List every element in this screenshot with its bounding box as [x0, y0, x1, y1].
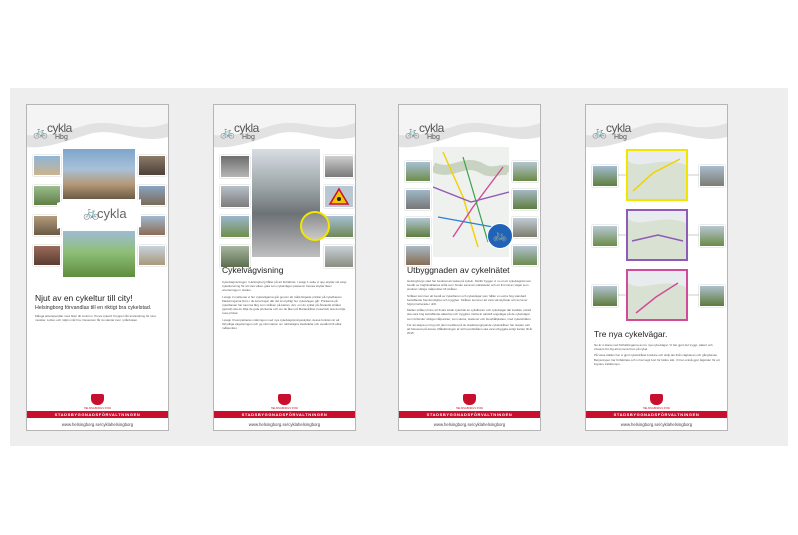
org-banner: STADSBYGGNADSFÖRVALTNINGEN [27, 411, 168, 418]
photo-thumbnail [33, 245, 61, 266]
panel-url: www.helsingborg.se/cyklahelsingborg [433, 422, 506, 427]
panel-body: Cykelvägvisningen i Helsingborg håller på att förbättras. I etapp 1 satte vi upp skyltar vid varje cykelkorsning för att visa vilken gata som cykelvägen passerar. Dessa skyltar läser orienteringen i staden. I etapp 2 markeras vi hur cykelvägarna går genom att måla färgade prickar på cykelbanan. Markeringarna finns i de korsningar där det är otydligt hur cykelvägen går. Prickarna på cykelbanan har samma färg som stråken på kartan, dvs. om du cyklar på Ättekulla stråket (gulröd) ska du följa de gula prickarna och om du åker på Mariastråket (rosa/röd) ska du följa rosa prickar. I etapp 3 kompletteras mätningen med nya cykelvägvisningsskyltar, dessa funktion är att förtydliga vägvisningen och ge information om närbelägna stadsdelar och avstånd till olika målpunkter. [222, 280, 347, 331]
photo-thumbnail [512, 189, 538, 210]
route-map-pink [626, 269, 688, 321]
panel-title: Cykelvägvisning [222, 265, 284, 275]
photo-thumbnail [592, 285, 618, 307]
route-map-yellow [626, 149, 688, 201]
cykla-hbg-logo: 🚲 cykla Hbg [592, 121, 631, 141]
photo-thumbnail [138, 155, 166, 176]
poster-panel-2 [213, 104, 356, 431]
panel-title: Tre nya cykelvägar. [594, 329, 668, 339]
photo-thumbnail [512, 217, 538, 238]
city-crest-icon [278, 394, 291, 405]
bicycle-icon: 🚲 [83, 205, 100, 220]
org-banner: STADSBYGGNADSFÖRVALTNINGEN [214, 411, 355, 418]
photo-thumbnail [138, 215, 166, 236]
road-marking-detail-photo [300, 211, 330, 241]
photo-thumbnail [220, 155, 250, 178]
photo-thumbnail [512, 245, 538, 266]
poster-panel-3 [398, 104, 541, 431]
photo-thumbnail [405, 217, 431, 238]
photo-thumbnail [699, 225, 725, 247]
city-crest-icon [91, 394, 104, 405]
hero-photo-cyclists [63, 149, 135, 199]
crest-caption: HELSINGBORGS STAD [455, 407, 484, 410]
panel-url: www.helsingborg.se/cyklahelsingborg [61, 422, 134, 427]
photo-thumbnail [138, 185, 166, 206]
center-logo: 🚲 cykla [83, 205, 127, 221]
poster-panel-1 [26, 104, 169, 431]
photo-thumbnail [405, 245, 431, 266]
photo-thumbnail [33, 155, 61, 176]
photo-thumbnail [699, 285, 725, 307]
panel-url: www.helsingborg.se/cyklahelsingborg [620, 422, 693, 427]
photo-thumbnail [405, 189, 431, 210]
photo-thumbnail [138, 245, 166, 266]
photo-thumbnail [324, 245, 354, 268]
crest-caption: HELSINGBORGS STAD [83, 407, 112, 410]
photo-thumbnail [324, 155, 354, 178]
city-crest-icon [463, 394, 476, 405]
hero-photo-park [63, 231, 135, 277]
photo-thumbnail [592, 165, 618, 187]
poster-panel-4 [585, 104, 728, 431]
panel-body: Nu är vi klara med förbättringarna av tre nya cykelvägar. Vi har gjort det tryggt, säkert och trivsamt för dig att komma fram på cykel. På vissa ställen har vi gjort cykelstråket bredare och skiljt det ifrån vägbanan och gångbanan. Belysningen har förbättrats och vi har tagit bort för bättre sikt. Vi har också gjort åtgärder för ett lugnare trafiktempo. [594, 343, 720, 366]
panel-body: Många arbetspendlar med bilen till centrum. Prova cykeln! Kroppen får användning för sina muskler. Luften och miljön mår bra. Dessutom får du slantar över i plånboken. [35, 314, 156, 323]
photo-thumbnail [220, 215, 250, 238]
cykla-hbg-logo: 🚲 cykla Hbg [220, 121, 259, 141]
city-crest-icon [650, 394, 663, 405]
panel-url: www.helsingborg.se/cyklahelsingborg [248, 422, 321, 427]
crest-caption: HELSINGBORGS STAD [270, 407, 299, 410]
bicycle-icon: 🚲 [33, 125, 48, 139]
bicycle-icon: 🚲 [405, 125, 420, 139]
bicycle-icon: 🚲 [592, 125, 607, 139]
photo-thumbnail [512, 161, 538, 182]
warning-sign-photo [324, 185, 354, 208]
bicycle-sign-icon: 🚲 [487, 223, 513, 249]
panel-title: Njut av en cykeltur till city! [35, 293, 133, 303]
panel-subtitle: Helsingborg förvandlas till en riktigt bra cykelstad. [35, 305, 152, 311]
panel-title: Utbyggnaden av cykelnätet [407, 265, 510, 275]
org-banner: STADSBYGGNADSFÖRVALTNINGEN [399, 411, 540, 418]
bicycle-icon: 🚲 [220, 125, 235, 139]
cycle-path-photo [252, 149, 320, 257]
org-banner: STADSBYGGNADSFÖRVALTNINGEN [586, 411, 727, 418]
cykla-hbg-logo: 🚲 cykla Hbg [405, 121, 444, 141]
cykla-hbg-logo: 🚲 cykla Hbg [33, 121, 72, 141]
photo-thumbnail [405, 161, 431, 182]
route-map-purple [626, 209, 688, 261]
photo-thumbnail [592, 225, 618, 247]
photo-thumbnail [699, 165, 725, 187]
photo-thumbnail [220, 185, 250, 208]
panel-body: Helsingborgs stad har beslutat att satsa på cykeln. Därför bygger vi nu ut ett cykelvägnät som består av höghkvalitativa stråk som binder samman stadsdelar och ett fint nät av vägar som ansluter viktiga målpunkter till stråken. Stråken kommer att bestå av cykelbanor och cykelvägar som håller en extra hög standard beträffande framkomlighet och trygghet. Stråken kommer att vara väl skyltade och kommer höjd prioriterade i drift. Mellan stråken finns ett finare lokalt cykelnät av cykelbanor och cykelvägar där kvalitén också ska vara hög beträffande säkerhet och trygghet. Detta är särskilt angeläget på de cykelvägar som förbinder viktiga målpunkter, som skolor, stationer och busshållplatser, med cykelstråken. För att skapa en hög och jämn kvalitet på de stadsövergripande cykelstråken har staden valt att fokusera på dessa. Målsättningen är att huvudstråken ska vara utbyggda enligt kartan till år 2015. [407, 279, 533, 336]
crest-caption: HELSINGBORGS STAD [642, 407, 671, 410]
